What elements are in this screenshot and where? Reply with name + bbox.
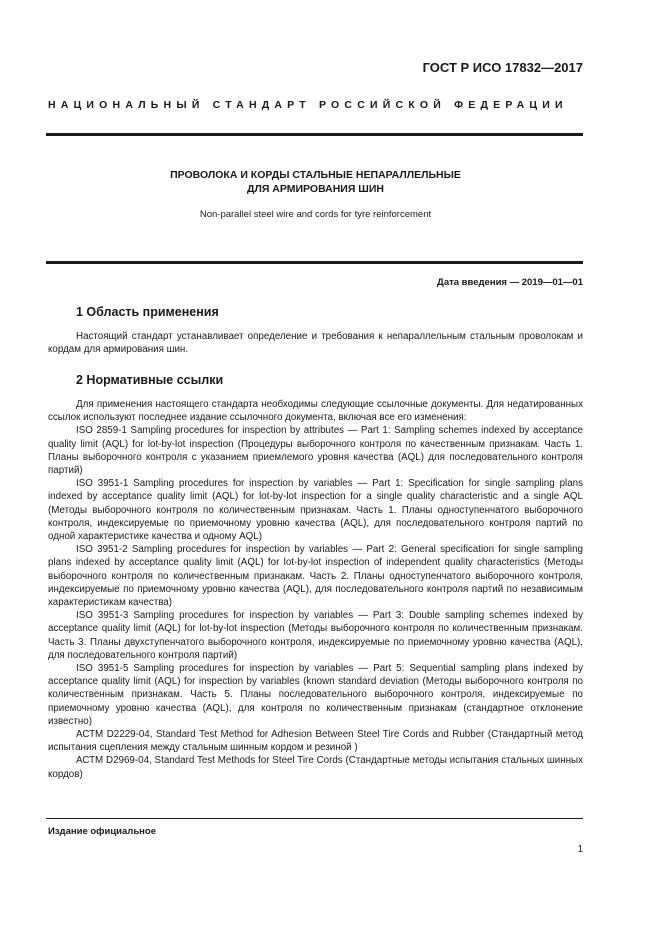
title-rule [46,261,583,264]
page-number: 1 [577,844,583,855]
english-title: Non-parallel steel wire and cords for tyre reinforcement [199,209,432,220]
official-edition-label: Издание официальное [48,826,156,837]
section-1-body [48,330,583,356]
section-1-heading: 1 Область применения [76,305,219,319]
reference-iso-3951-5: ISO 3951-5 Sampling procedures for inspection by variables — Part 5: Sequential sampling plans indexed by acceptance quality limit (AQL) for inspection by variables (known standard deviation (Методы выборочного контроля по количественным признакам. Часть 5. Планы последовательного выборочного контроля, индексируемые по приемочному уровню качества (AQL), для контроля по количественным признакам (стандартное отклонение известно) [48,663,583,727]
reference-iso-3951-3: ISO 3951-3 Sampling procedures for inspection by variables — Part 3: Double sampling schemes indexed by acceptance quality limit (AQL) for lot-by-lot inspection (Методы выборочного контроля по количественным признакам. Часть 3. Планы двухступенчатого выборочного контроля, индексируемые по приемочному уровню качества (AQL), для последовательного контроля партий) [48,610,583,661]
document-title [48,168,583,196]
introduction-date: Дата введения — 2019—01—01 [437,277,583,288]
reference-iso-3951-2: ISO 3951-2 Sampling procedures for inspection by variables — Part 2: General specification for single sampling plans indexed by acceptance quality limit (AQL) for lot-by-lot inspection of independent quality characteristics (Методы выборочного контроля по количественным признакам. Часть 2. Планы одноступенчатого выборочного контроля, индексируемые по приемочному уровню качества (AQL), для последовательного контроля партий по независимым характеристикам качества) [48,544,583,609]
title-line-2: ДЛЯ АРМИРОВАНИЯ ШИН [246,183,384,195]
standard-code: ГОСТ Р ИСО 17832—2017 [422,60,583,75]
section-1-paragraph: Настоящий стандарт устанавливает определение и требования к непараллельным стальным проволокам и кордам для армирования шин. [48,331,583,356]
header-rule [46,133,583,136]
title-line-1: ПРОВОЛОКА И КОРДЫ СТАЛЬНЫЕ НЕПАРАЛЛЕЛЬНЫЕ [170,169,461,181]
section-2-body [48,398,583,781]
reference-iso-2859-1: ISO 2859-1 Sampling procedures for inspection by attributes — Part 1: Sampling schemes indexed by acceptance quality limit (AQL) for lot-by-lot inspection (Процедуры выборочного контроля по качественным признакам. Часть 1. Планы выборочного контроля с указанием приемлемого уровня качества (AQL) для последовательного контроля партий) [48,425,583,477]
reference-astm-d2229: АСТМ D2229-04, Standard Test Method for Adhesion Between Steel Tire Cords and Rubber (Стандартный метод испытания сцепления между стальным шинным кордом и резиной ) [48,729,583,754]
national-standard-banner: НАЦИОНАЛЬНЫЙ СТАНДАРТ РОССИЙСКОЙ ФЕДЕРАЦИИ [48,99,568,111]
reference-astm-d2969: АСТМ D2969-04, Standard Test Methods for Steel Tire Cords (Стандартные методы испытания стальных шинных кордов) [48,755,583,780]
section-2-intro: Для применения настоящего стандарта необходимы следующие ссылочные документы. Для недатированных ссылок используют последнее издание ссылочного документа, включая все его изменения: [48,399,583,424]
reference-iso-3951-1: ISO 3951-1 Sampling procedures for inspection by variables — Part 1: Specification for single sampling plans indexed by acceptance quality limit (AQL) for lot-by-lot inspection for a single quality characteristic and a single AQL (Методы выборочного контроля по количественным признакам. Часть 1. Планы одноступенчатого выборочного контроля, индексируемые по приемочному уровню качества (AQL), для последовательного контроля партий по одной характеристике качества и одному AQL) [48,478,583,543]
section-2-heading: 2 Нормативные ссылки [76,373,224,387]
footer-rule [46,818,583,819]
